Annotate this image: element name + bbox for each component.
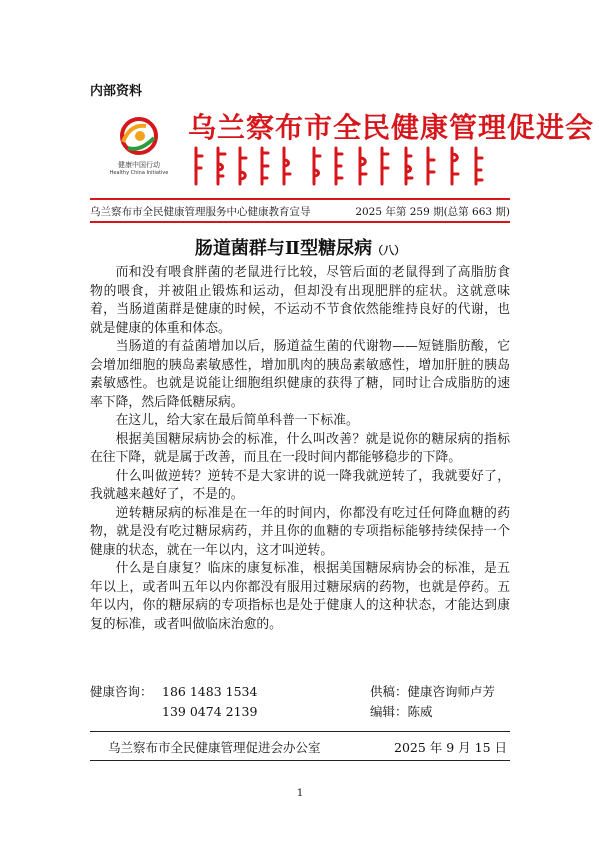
- contact-source: 供稿：健康咨询师卢芳: [370, 684, 496, 699]
- article-title: [90, 234, 510, 260]
- logo-image: [110, 112, 168, 160]
- mongolian-script-title: [188, 144, 498, 190]
- paragraph: 什么叫做逆转？逆转不是大家讲的说一降我就逆转了，我就要好了，我就越来越好了，不是的。: [90, 468, 510, 502]
- paragraph: 根据美国糖尿病协会的标准，什么叫改善？就是说你的糖尿病的指标在往下降，就是属于改善，而且在一段时间内都能够稳步的下降。: [90, 431, 510, 465]
- issue-line: [90, 204, 510, 219]
- paragraph: 当肠道的有益菌增加以后，肠道益生菌的代谢物——短链脂肪酸，它会增加细胞的胰岛素敏感性，增加肌肉的胰岛素敏感性，增加肝脏的胰岛素敏感性。也就是说能让细胞组织健康的获得了糖，同时让合成脂肪的速率下降，然后降低糖尿病。: [90, 339, 510, 410]
- article-part: （八）: [372, 244, 406, 257]
- logo-caption-cn: 健康中国行动: [118, 161, 160, 169]
- footer-office: 乌兰察布市全民健康管理促进会办公室: [108, 740, 321, 755]
- contact-phone-1: 186 1483 1534: [162, 684, 258, 699]
- header-rule-bottom: [90, 221, 510, 223]
- logo-figure: [135, 131, 145, 141]
- contact-block: [90, 682, 510, 722]
- logo-caption: [107, 160, 171, 176]
- footer-rule-top: [90, 731, 510, 732]
- footer-date: 2025 年 9 月 15 日: [394, 740, 508, 755]
- issue-number: 2025 年第 259 期(总第 663 期): [355, 206, 510, 218]
- paragraph: 逆转糖尿病的标准是在一年的时间内，你都没有吃过任何降血糖的药物，就是没有吃过糖尿病药，并且你的血糖的专项指标能够持续保持一个健康的状态，就在一年以内，这才叫逆转。: [90, 505, 510, 558]
- contact-label: 健康咨询：: [90, 684, 153, 699]
- article-body: [90, 264, 510, 634]
- paragraph: 什么是自康复？临床的康复标准，根据美国糖尿病协会的标准，是五年以上，或者叫五年以内你都没有服用过糖尿病的药物，也就是停药。五年以内，你的糖尿病的专项指标也是处于健康人的这种状态，才能达到康复的标准，或者叫做临床治愈的。: [90, 561, 510, 632]
- internal-label: 内部资料: [90, 84, 143, 99]
- issue-publisher: 乌兰察布市全民健康管理服务中心健康教育宣导: [90, 206, 311, 218]
- article-title-text: 肠道菌群与Ⅱ型糖尿病: [194, 238, 373, 259]
- header-rule-top: [90, 198, 510, 200]
- footer-rule-bottom: [90, 760, 510, 761]
- logo-caption-en: Healthy China Initiative: [109, 170, 169, 176]
- paragraph: 在这儿，给大家在最后简单科普一下标准。: [115, 413, 359, 428]
- paragraph: 而和没有喂食胖菌的老鼠进行比较，尽管后面的老鼠得到了高脂肪食物的喂食，并被阻止锻炼和运动，但却没有出现肥胖的症状。这就意味着，当肠道菌群是健康的时候，不运动不节食依然能维持良好的代谢，也就是健康的体重和体态。: [90, 265, 510, 336]
- org-title: 乌兰察布市全民健康管理促进会: [188, 111, 595, 144]
- page-number: 1: [296, 788, 304, 799]
- contact-phone-2: 139 0474 2139: [162, 704, 258, 719]
- contact-editor: 编辑：陈威: [370, 704, 433, 719]
